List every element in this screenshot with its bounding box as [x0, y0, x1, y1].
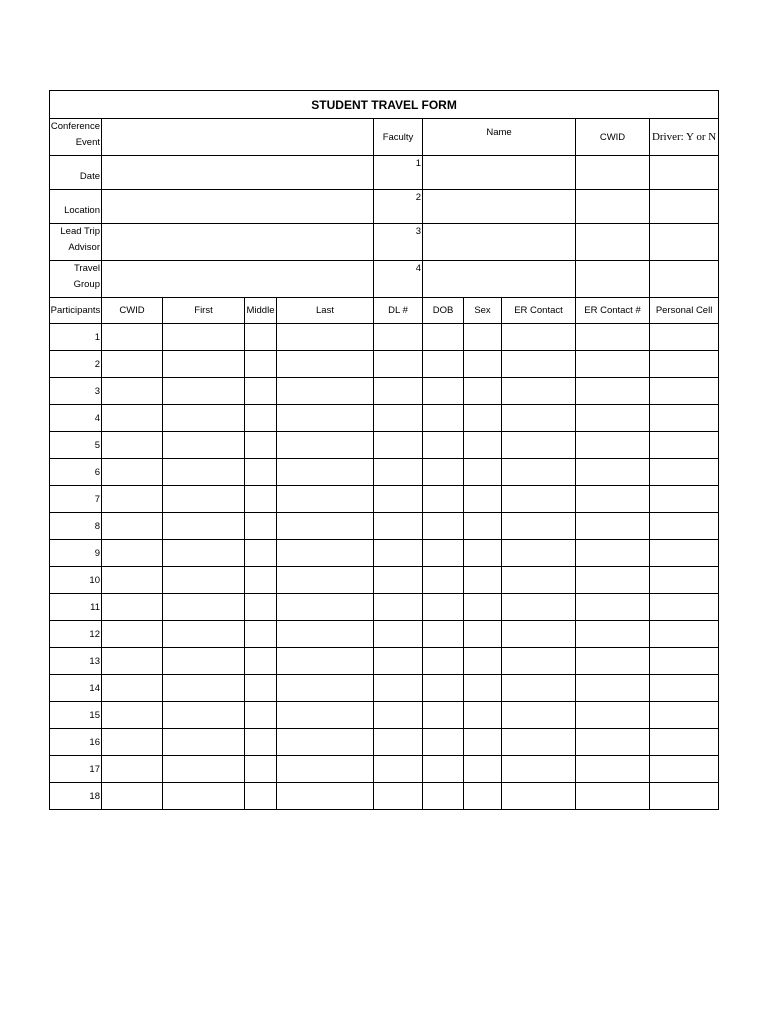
- sex-field[interactable]: [464, 378, 502, 405]
- participant-row: [50, 432, 719, 459]
- middle-name-field[interactable]: [245, 324, 277, 351]
- faculty-name-header: Name: [423, 119, 576, 156]
- participant-row-number: 2: [50, 351, 102, 378]
- dl-number-field[interactable]: [374, 540, 423, 567]
- dob-field[interactable]: [423, 351, 464, 378]
- faculty-driver-field[interactable]: [650, 156, 719, 190]
- cwid-field[interactable]: [102, 729, 163, 756]
- last-name-field[interactable]: [277, 486, 374, 513]
- participant-row: [50, 621, 719, 648]
- sex-field[interactable]: [464, 432, 502, 459]
- er-contact-field[interactable]: [502, 432, 576, 459]
- middle-name-header: Middle: [245, 298, 277, 324]
- er-contact-field[interactable]: [502, 702, 576, 729]
- sex-field[interactable]: [464, 648, 502, 675]
- sex-field[interactable]: [464, 324, 502, 351]
- participant-row-number: 8: [50, 513, 102, 540]
- faculty-row-number: 3: [374, 224, 423, 261]
- travel-form-table: [49, 90, 719, 810]
- dl-number-field[interactable]: [374, 729, 423, 756]
- er-contact-number-field[interactable]: [576, 756, 650, 783]
- dl-number-header: DL #: [374, 298, 423, 324]
- last-name-field[interactable]: [277, 648, 374, 675]
- participant-row: [50, 378, 719, 405]
- cwid-field[interactable]: [102, 594, 163, 621]
- last-name-field[interactable]: [277, 756, 374, 783]
- sex-field[interactable]: [464, 486, 502, 513]
- cwid-field[interactable]: [102, 351, 163, 378]
- dl-number-field[interactable]: [374, 594, 423, 621]
- er-contact-field[interactable]: [502, 567, 576, 594]
- middle-name-field[interactable]: [245, 675, 277, 702]
- faculty-label: Faculty: [374, 119, 423, 156]
- first-name-field[interactable]: [163, 702, 245, 729]
- last-name-field[interactable]: [277, 594, 374, 621]
- middle-name-field[interactable]: [245, 702, 277, 729]
- er-contact-field[interactable]: [502, 621, 576, 648]
- faculty-name-field[interactable]: [423, 190, 576, 224]
- personal-cell-field[interactable]: [650, 567, 719, 594]
- participant-row-number: 7: [50, 486, 102, 513]
- participant-row: [50, 594, 719, 621]
- dob-field[interactable]: [423, 513, 464, 540]
- er-contact-field[interactable]: [502, 648, 576, 675]
- sex-field[interactable]: [464, 621, 502, 648]
- first-name-field[interactable]: [163, 756, 245, 783]
- er-contact-number-field[interactable]: [576, 540, 650, 567]
- participant-row-number: 15: [50, 702, 102, 729]
- sex-field[interactable]: [464, 675, 502, 702]
- cwid-field[interactable]: [102, 459, 163, 486]
- participant-row: [50, 783, 719, 810]
- dob-field[interactable]: [423, 756, 464, 783]
- last-name-field[interactable]: [277, 621, 374, 648]
- personal-cell-field[interactable]: [650, 405, 719, 432]
- first-name-field[interactable]: [163, 513, 245, 540]
- er-contact-number-field[interactable]: [576, 675, 650, 702]
- personal-cell-field[interactable]: [650, 783, 719, 810]
- middle-name-field[interactable]: [245, 378, 277, 405]
- last-name-header: Last: [277, 298, 374, 324]
- sex-field[interactable]: [464, 351, 502, 378]
- participant-row: [50, 729, 719, 756]
- participant-row-number: 16: [50, 729, 102, 756]
- middle-name-field[interactable]: [245, 756, 277, 783]
- last-name-field[interactable]: [277, 675, 374, 702]
- faculty-cwid-field[interactable]: [576, 156, 650, 190]
- dob-field[interactable]: [423, 702, 464, 729]
- er-contact-number-field[interactable]: [576, 648, 650, 675]
- middle-name-field[interactable]: [245, 540, 277, 567]
- er-contact-field[interactable]: [502, 594, 576, 621]
- cwid-field[interactable]: [102, 486, 163, 513]
- er-contact-field[interactable]: [502, 675, 576, 702]
- er-contact-field[interactable]: [502, 324, 576, 351]
- personal-cell-field[interactable]: [650, 756, 719, 783]
- dl-number-field[interactable]: [374, 783, 423, 810]
- er-contact-number-field[interactable]: [576, 702, 650, 729]
- er-contact-number-field[interactable]: [576, 729, 650, 756]
- date-label: Date: [50, 156, 102, 190]
- participant-row: [50, 459, 719, 486]
- participant-row: [50, 405, 719, 432]
- dob-field[interactable]: [423, 432, 464, 459]
- sex-header: Sex: [464, 298, 502, 324]
- dl-number-field[interactable]: [374, 324, 423, 351]
- faculty-cwid-field[interactable]: [576, 224, 650, 261]
- faculty-driver-field[interactable]: [650, 190, 719, 224]
- dob-field[interactable]: [423, 675, 464, 702]
- travel-group-label: Travel Group: [50, 261, 102, 298]
- location-label: Location: [50, 190, 102, 224]
- dl-number-field[interactable]: [374, 486, 423, 513]
- first-name-field[interactable]: [163, 405, 245, 432]
- first-name-field[interactable]: [163, 486, 245, 513]
- cwid-field[interactable]: [102, 621, 163, 648]
- sex-field[interactable]: [464, 459, 502, 486]
- last-name-field[interactable]: [277, 783, 374, 810]
- cwid-field[interactable]: [102, 567, 163, 594]
- middle-name-field[interactable]: [245, 513, 277, 540]
- er-contact-header: ER Contact: [502, 298, 576, 324]
- personal-cell-field[interactable]: [650, 594, 719, 621]
- dob-field[interactable]: [423, 459, 464, 486]
- er-contact-field[interactable]: [502, 378, 576, 405]
- dob-field[interactable]: [423, 324, 464, 351]
- middle-name-field[interactable]: [245, 405, 277, 432]
- er-contact-field[interactable]: [502, 756, 576, 783]
- last-name-field[interactable]: [277, 729, 374, 756]
- sex-field[interactable]: [464, 567, 502, 594]
- first-name-field[interactable]: [163, 648, 245, 675]
- participant-row-number: 14: [50, 675, 102, 702]
- dl-number-field[interactable]: [374, 378, 423, 405]
- participant-row-number: 17: [50, 756, 102, 783]
- first-name-field[interactable]: [163, 783, 245, 810]
- last-name-field[interactable]: [277, 378, 374, 405]
- participant-row-number: 3: [50, 378, 102, 405]
- er-contact-number-field[interactable]: [576, 513, 650, 540]
- er-contact-number-field[interactable]: [576, 594, 650, 621]
- faculty-driver-field[interactable]: [650, 261, 719, 298]
- faculty-name-field[interactable]: [423, 156, 576, 190]
- sex-field[interactable]: [464, 729, 502, 756]
- participant-row: [50, 513, 719, 540]
- er-contact-field[interactable]: [502, 540, 576, 567]
- sex-field[interactable]: [464, 756, 502, 783]
- last-name-field[interactable]: [277, 459, 374, 486]
- dl-number-field[interactable]: [374, 648, 423, 675]
- er-contact-field[interactable]: [502, 459, 576, 486]
- cwid-field[interactable]: [102, 540, 163, 567]
- participant-row: [50, 351, 719, 378]
- dob-field[interactable]: [423, 486, 464, 513]
- sex-field[interactable]: [464, 594, 502, 621]
- er-contact-number-field[interactable]: [576, 621, 650, 648]
- personal-cell-header: Personal Cell: [650, 298, 719, 324]
- last-name-field[interactable]: [277, 351, 374, 378]
- sex-field[interactable]: [464, 702, 502, 729]
- participant-row: [50, 702, 719, 729]
- middle-name-field[interactable]: [245, 351, 277, 378]
- first-name-field[interactable]: [163, 567, 245, 594]
- first-name-field[interactable]: [163, 729, 245, 756]
- sex-field[interactable]: [464, 405, 502, 432]
- participant-row-number: 6: [50, 459, 102, 486]
- participant-row-number: 13: [50, 648, 102, 675]
- last-name-field[interactable]: [277, 432, 374, 459]
- participant-row-number: 5: [50, 432, 102, 459]
- dl-number-field[interactable]: [374, 675, 423, 702]
- er-contact-number-field[interactable]: [576, 405, 650, 432]
- participant-row-number: 1: [50, 324, 102, 351]
- last-name-field[interactable]: [277, 513, 374, 540]
- participant-row-number: 12: [50, 621, 102, 648]
- form-title: STUDENT TRAVEL FORM: [50, 91, 719, 119]
- faculty-cwid-field[interactable]: [576, 261, 650, 298]
- last-name-field[interactable]: [277, 702, 374, 729]
- er-contact-number-field[interactable]: [576, 567, 650, 594]
- dl-number-field[interactable]: [374, 513, 423, 540]
- cwid-field[interactable]: [102, 324, 163, 351]
- participant-row: [50, 756, 719, 783]
- lead-trip-advisor-label: Lead Trip Advisor: [50, 224, 102, 261]
- participant-rows: [50, 324, 719, 810]
- personal-cell-field[interactable]: [650, 648, 719, 675]
- dob-field[interactable]: [423, 729, 464, 756]
- location-field[interactable]: [102, 190, 374, 224]
- er-contact-number-field[interactable]: [576, 486, 650, 513]
- middle-name-field[interactable]: [245, 621, 277, 648]
- cwid-field[interactable]: [102, 432, 163, 459]
- driver-header: Driver: Y or N: [650, 119, 719, 156]
- middle-name-field[interactable]: [245, 567, 277, 594]
- participant-row: [50, 324, 719, 351]
- participants-header: Participants: [50, 298, 102, 324]
- cwid-field[interactable]: [102, 378, 163, 405]
- er-contact-number-field[interactable]: [576, 351, 650, 378]
- faculty-driver-field[interactable]: [650, 224, 719, 261]
- faculty-cwid-field[interactable]: [576, 190, 650, 224]
- last-name-field[interactable]: [277, 540, 374, 567]
- middle-name-field[interactable]: [245, 729, 277, 756]
- personal-cell-field[interactable]: [650, 378, 719, 405]
- middle-name-field[interactable]: [245, 432, 277, 459]
- participant-row-number: 18: [50, 783, 102, 810]
- personal-cell-field[interactable]: [650, 540, 719, 567]
- er-contact-number-field[interactable]: [576, 459, 650, 486]
- personal-cell-field[interactable]: [650, 351, 719, 378]
- cwid-field[interactable]: [102, 405, 163, 432]
- middle-name-field[interactable]: [245, 459, 277, 486]
- student-travel-form: [49, 90, 718, 810]
- cwid-field[interactable]: [102, 783, 163, 810]
- faculty-name-field[interactable]: [423, 224, 576, 261]
- faculty-row-number: 4: [374, 261, 423, 298]
- participant-row: [50, 486, 719, 513]
- er-contact-field[interactable]: [502, 351, 576, 378]
- dl-number-field[interactable]: [374, 405, 423, 432]
- dob-field[interactable]: [423, 783, 464, 810]
- participants-header-row: [50, 298, 719, 324]
- er-contact-number-field[interactable]: [576, 378, 650, 405]
- personal-cell-field[interactable]: [650, 432, 719, 459]
- first-name-field[interactable]: [163, 621, 245, 648]
- er-contact-number-field[interactable]: [576, 783, 650, 810]
- personal-cell-field[interactable]: [650, 513, 719, 540]
- cwid-field[interactable]: [102, 756, 163, 783]
- first-name-field[interactable]: [163, 540, 245, 567]
- sex-field[interactable]: [464, 783, 502, 810]
- cwid-field[interactable]: [102, 513, 163, 540]
- participant-row: [50, 648, 719, 675]
- dob-field[interactable]: [423, 648, 464, 675]
- faculty-name-field[interactable]: [423, 261, 576, 298]
- faculty-row-number: 1: [374, 156, 423, 190]
- er-contact-number-field[interactable]: [576, 324, 650, 351]
- sex-field[interactable]: [464, 540, 502, 567]
- er-contact-field[interactable]: [502, 486, 576, 513]
- travel-group-field[interactable]: [102, 261, 374, 298]
- personal-cell-field[interactable]: [650, 621, 719, 648]
- middle-name-field[interactable]: [245, 594, 277, 621]
- dl-number-field[interactable]: [374, 621, 423, 648]
- participant-row-number: 4: [50, 405, 102, 432]
- faculty-row-number: 2: [374, 190, 423, 224]
- dl-number-field[interactable]: [374, 567, 423, 594]
- personal-cell-field[interactable]: [650, 729, 719, 756]
- cwid-field[interactable]: [102, 702, 163, 729]
- er-contact-field[interactable]: [502, 783, 576, 810]
- er-contact-field[interactable]: [502, 405, 576, 432]
- dl-number-field[interactable]: [374, 702, 423, 729]
- date-field[interactable]: [102, 156, 374, 190]
- last-name-field[interactable]: [277, 324, 374, 351]
- dl-number-field[interactable]: [374, 459, 423, 486]
- lead-trip-advisor-field[interactable]: [102, 224, 374, 261]
- first-name-field[interactable]: [163, 675, 245, 702]
- personal-cell-field[interactable]: [650, 702, 719, 729]
- last-name-field[interactable]: [277, 567, 374, 594]
- middle-name-field[interactable]: [245, 486, 277, 513]
- conference-event-label: Conference Event: [50, 119, 102, 156]
- dob-field[interactable]: [423, 378, 464, 405]
- personal-cell-field[interactable]: [650, 675, 719, 702]
- participant-row: [50, 540, 719, 567]
- personal-cell-field[interactable]: [650, 324, 719, 351]
- dob-field[interactable]: [423, 405, 464, 432]
- er-contact-field[interactable]: [502, 729, 576, 756]
- dl-number-field[interactable]: [374, 432, 423, 459]
- er-contact-number-field[interactable]: [576, 432, 650, 459]
- dob-field[interactable]: [423, 540, 464, 567]
- dl-number-field[interactable]: [374, 351, 423, 378]
- first-name-field[interactable]: [163, 351, 245, 378]
- cwid-field[interactable]: [102, 675, 163, 702]
- personal-cell-field[interactable]: [650, 459, 719, 486]
- er-contact-field[interactable]: [502, 513, 576, 540]
- personal-cell-field[interactable]: [650, 486, 719, 513]
- dob-header: DOB: [423, 298, 464, 324]
- middle-name-field[interactable]: [245, 783, 277, 810]
- er-contact-number-header: ER Contact #: [576, 298, 650, 324]
- dl-number-field[interactable]: [374, 756, 423, 783]
- participant-row-number: 11: [50, 594, 102, 621]
- cwid-field[interactable]: [102, 648, 163, 675]
- first-name-field[interactable]: [163, 432, 245, 459]
- dob-field[interactable]: [423, 594, 464, 621]
- first-name-field[interactable]: [163, 378, 245, 405]
- first-name-field[interactable]: [163, 459, 245, 486]
- dob-field[interactable]: [423, 567, 464, 594]
- dob-field[interactable]: [423, 621, 464, 648]
- sex-field[interactable]: [464, 513, 502, 540]
- participant-row: [50, 675, 719, 702]
- participant-row: [50, 567, 719, 594]
- faculty-cwid-header: CWID: [576, 119, 650, 156]
- participant-row-number: 9: [50, 540, 102, 567]
- conference-event-field[interactable]: [102, 119, 374, 156]
- first-name-field[interactable]: [163, 324, 245, 351]
- first-name-header: First: [163, 298, 245, 324]
- participant-row-number: 10: [50, 567, 102, 594]
- middle-name-field[interactable]: [245, 648, 277, 675]
- cwid-header: CWID: [102, 298, 163, 324]
- first-name-field[interactable]: [163, 594, 245, 621]
- last-name-field[interactable]: [277, 405, 374, 432]
